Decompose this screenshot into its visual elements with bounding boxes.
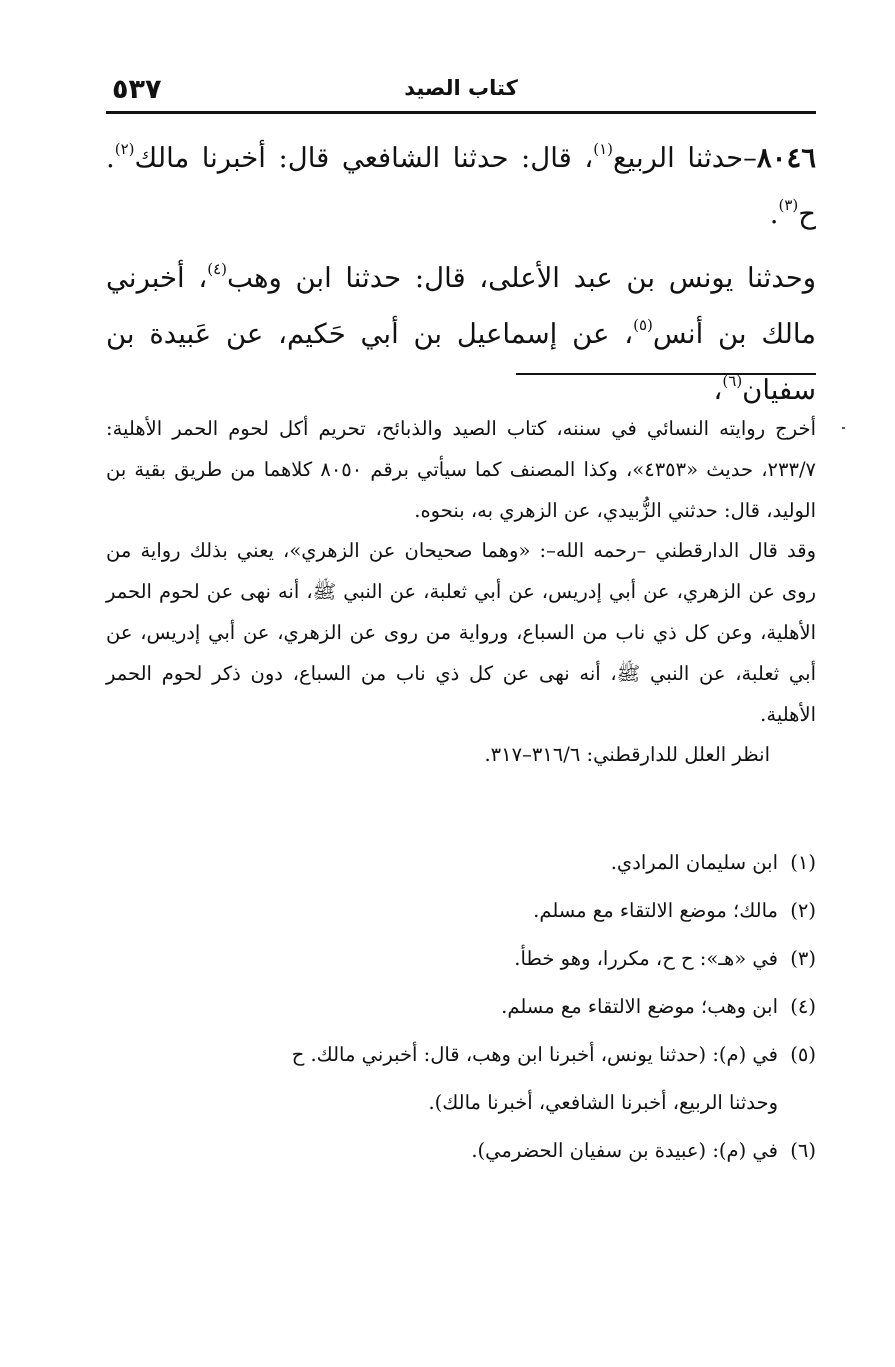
main-text-segment: ، أخبرني مالك بن أنس [106,262,816,350]
footnote-commentary [106,409,816,776]
footnote-ref: (٦) [722,372,743,390]
footnote-number: (٥) [790,1043,816,1066]
footnote-number: (٤) [790,995,816,1018]
footnote-ref: (٤) [207,260,228,278]
hadith-paragraph [106,130,816,242]
footnote-item [250,983,816,1031]
main-text-segment: . ح [106,142,816,230]
footnote-ref: (١) [593,140,614,158]
footnote-text-continuation: وحدثنا الربيع، أخبرنا الشافعي، أخبرنا مالك). [428,1091,778,1114]
main-text-segment: –حدثنا الربيع [613,142,757,174]
hadith-number: ٨٠٤٦ [756,142,816,174]
commentary-paragraph: وقد قال الدارقطني –رحمه الله–: «وهما صحيحان عن الزهري»، يعني بذلك رواية من روى عن الزهري، عن أبي إدريس، عن أبي ثعلبة، عن النبي ﷺ، أنه نهى عن لحوم الحمر الأهلية، وعن كل ذي ناب من السباع، ورواية من روى عن الزهري، عن أبي إدريس، عن أبي ثعلبة، عن النبي ﷺ، أنه نهى عن كل ذي ناب من السباع، دون ذكر لحوم الحمر الأهلية. [106,539,816,726]
page-header [106,74,816,104]
footnote-number: (٢) [790,899,816,922]
footnote-item [250,935,816,983]
footnote-item [250,887,816,935]
footnote-number: (٦) [790,1139,816,1162]
main-text-segment: . [769,198,779,230]
main-text-segment: ، عن إسماعيل بن أبي حَكيم، عن عَبيدة بن سفيان [106,318,816,406]
footnote-body [250,1031,778,1127]
footnote-text: ابن وهب؛ موضع الالتقاء مع مسلم. [501,995,778,1018]
main-text-segment: ، قال: حدثنا الشافعي قال: أخبرنا مالك [134,142,594,174]
footnote-text: في «هـ»: ح ح، مكررا، وهو خطأ. [514,947,778,970]
running-title: كتاب الصيد [404,76,518,100]
footnote-text: مالك؛ موضع الالتقاء مع مسلم. [533,899,778,922]
isnad-paragraph [106,250,816,418]
footnote-number: (١) [790,851,816,874]
footnote-text: في (م): (حدثنا يونس، أخبرنا ابن وهب، قال: أخبرني مالك. ح [291,1043,778,1066]
page-number: ٥٣٧ [112,74,162,105]
footnote-ref: (٥) [633,316,653,334]
footnote-item [250,1127,816,1175]
footnote-number: (٣) [790,947,816,970]
footnote-item [250,1031,816,1127]
footnote-separator [516,373,816,375]
footnote-item [250,839,816,887]
footnote-ref: (٣) [778,196,799,214]
main-text-segment: ، [713,374,723,406]
commentary-paragraph: أخرج روايته النسائي في سننه، كتاب الصيد والذبائح، تحريم أكل لحوم الحمر الأهلية: ٢٣٣/٧، حديث «٤٣٥٣»، وكذا المصنف كما سيأتي برقم ٨٠٥٠ كلاهما من طريق بقية بن الوليد، قال: حدثني الزُّبيدي، عن الزهري به، بنحوه. [106,417,816,522]
footnote-ref: (٢) [114,140,135,158]
footnote-text: ابن سليمان المرادي. [610,851,778,874]
footnotes-list [250,839,816,1175]
header-rule [106,111,816,114]
footnote-text: في (م): (عبيدة بن سفيان الحضرمي). [471,1139,778,1162]
margin-speck [842,427,845,429]
main-text-segment: وحدثنا يونس بن عبد الأعلى، قال: حدثنا ابن وهب [227,262,816,294]
commentary-reference: انظر العلل للدارقطني: ٣١٦/٦–٣١٧. [484,743,770,767]
